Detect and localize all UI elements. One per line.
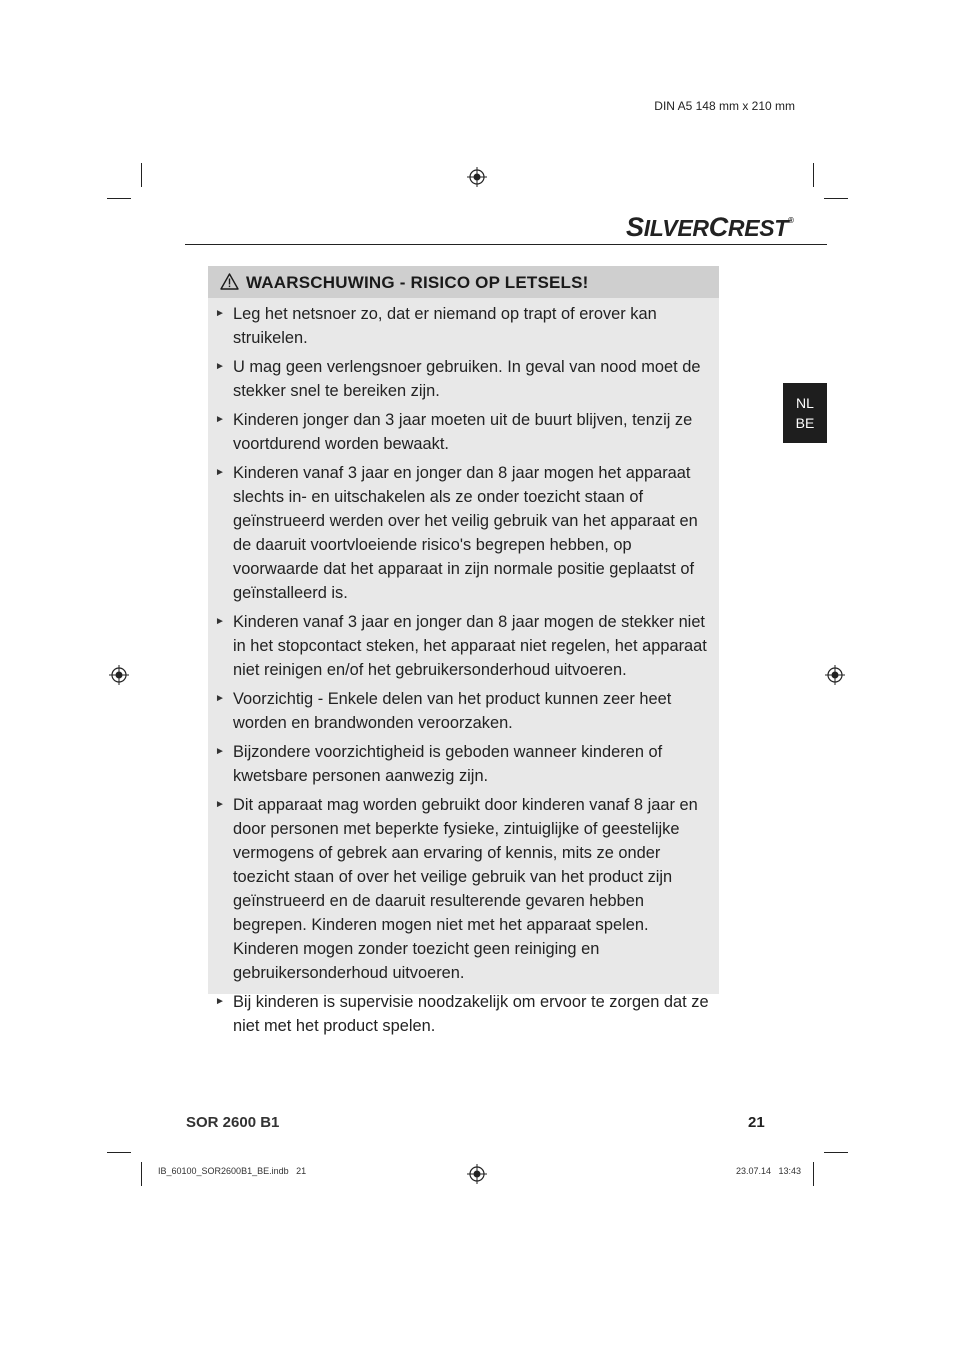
list-item: ► Dit apparaat mag worden gebruikt door kinderen vanaf 8 jaar en door personen met beperkte fysieke, zintuiglijke of geestelijke vermogens of gebrek aan ervaring of kennis, mits ze onder toezicht staan of over het veilige gebruik van het product zijn geïnstrueerd en de daaruit resulterende gevaren hebben begrepen. Kinderen mogen niet met het apparaat spelen. Kinderen mogen zonder toezicht geen reiniging en gebruikersonderhoud uitvoeren. bbox=[208, 793, 719, 985]
bullet-arrow-icon: ► bbox=[215, 996, 225, 1007]
warning-list bbox=[208, 302, 719, 1043]
footer-model: SOR 2600 B1 bbox=[186, 1114, 280, 1131]
crop-mark bbox=[141, 163, 142, 187]
slug-date: 23.07.14 13:43 bbox=[736, 1166, 802, 1176]
bullet-arrow-icon: ► bbox=[215, 308, 225, 319]
crop-mark bbox=[813, 163, 814, 187]
brand-logo: SILVERCREST® bbox=[626, 212, 794, 242]
list-item: ► Bij kinderen is supervisie noodzakelijk om ervoor te zorgen dat ze niet met het product spelen. bbox=[208, 990, 719, 1038]
registration-mark-icon bbox=[825, 665, 845, 685]
warning-title: WAARSCHUWING - RISICO OP LETSELS! bbox=[246, 273, 589, 292]
print-format-label: DIN A5 148 mm x 210 mm bbox=[654, 99, 795, 113]
bullet-arrow-icon: ► bbox=[215, 799, 225, 810]
crop-mark bbox=[107, 1152, 131, 1153]
registration-mark-icon bbox=[467, 1164, 487, 1184]
warning-header bbox=[208, 266, 719, 298]
crop-mark bbox=[813, 1162, 814, 1186]
list-item: ► Kinderen vanaf 3 jaar en jonger dan 8 jaar mogen de stekker niet in het stopcontact steken, het apparaat niet regelen, het apparaat niet reinigen en/of het gebruikersonderhoud uitvoeren. bbox=[208, 610, 719, 682]
page-number: 21 bbox=[748, 1114, 765, 1131]
language-code: BE bbox=[795, 415, 815, 431]
list-item: ► Kinderen jonger dan 3 jaar moeten uit de buurt blijven, tenzij ze voortdurend worden bewaakt. bbox=[208, 408, 719, 456]
bullet-arrow-icon: ► bbox=[215, 616, 225, 627]
crop-mark bbox=[824, 198, 848, 199]
warning-box bbox=[208, 266, 719, 1035]
crop-mark bbox=[824, 1152, 848, 1153]
bullet-arrow-icon: ► bbox=[215, 746, 225, 757]
list-item: ► Bijzondere voorzichtigheid is geboden wanneer kinderen of kwetsbare personen aanwezig zijn. bbox=[208, 740, 719, 788]
crop-mark bbox=[141, 1162, 142, 1186]
crop-mark bbox=[107, 198, 131, 199]
warning-triangle-icon bbox=[220, 273, 239, 290]
list-item: ► Voorzichtig - Enkele delen van het product kunnen zeer heet worden en brandwonden veroorzaken. bbox=[208, 687, 719, 735]
list-item: ► U mag geen verlengsnoer gebruiken. In geval van nood moet de stekker snel te bereiken zijn. bbox=[208, 355, 719, 403]
slug-filename: IB_60100_SOR2600B1_BE.indb 21 bbox=[158, 1166, 307, 1176]
header-rule bbox=[185, 244, 827, 245]
list-item: ► Leg het netsnoer zo, dat er niemand op trapt of erover kan struikelen. bbox=[208, 302, 719, 350]
list-item: ► Kinderen vanaf 3 jaar en jonger dan 8 jaar mogen het apparaat slechts in- en uitschakelen als ze onder toezicht staan of geïnstrueerd werden over het veilig gebruik van het apparaat en de daaruit voortvloeiende risico's begrepen hebben, op voorwaarde dat het apparaat in zijn normale positie geplaatst of geïnstalleerd is. bbox=[208, 461, 719, 605]
registration-mark-icon bbox=[109, 665, 129, 685]
language-code: NL bbox=[796, 395, 814, 411]
bullet-arrow-icon: ► bbox=[215, 361, 225, 372]
bullet-arrow-icon: ► bbox=[215, 467, 225, 478]
registration-mark-icon bbox=[467, 167, 487, 187]
language-tab bbox=[783, 383, 827, 443]
bullet-arrow-icon: ► bbox=[215, 693, 225, 704]
bullet-arrow-icon: ► bbox=[215, 414, 225, 425]
